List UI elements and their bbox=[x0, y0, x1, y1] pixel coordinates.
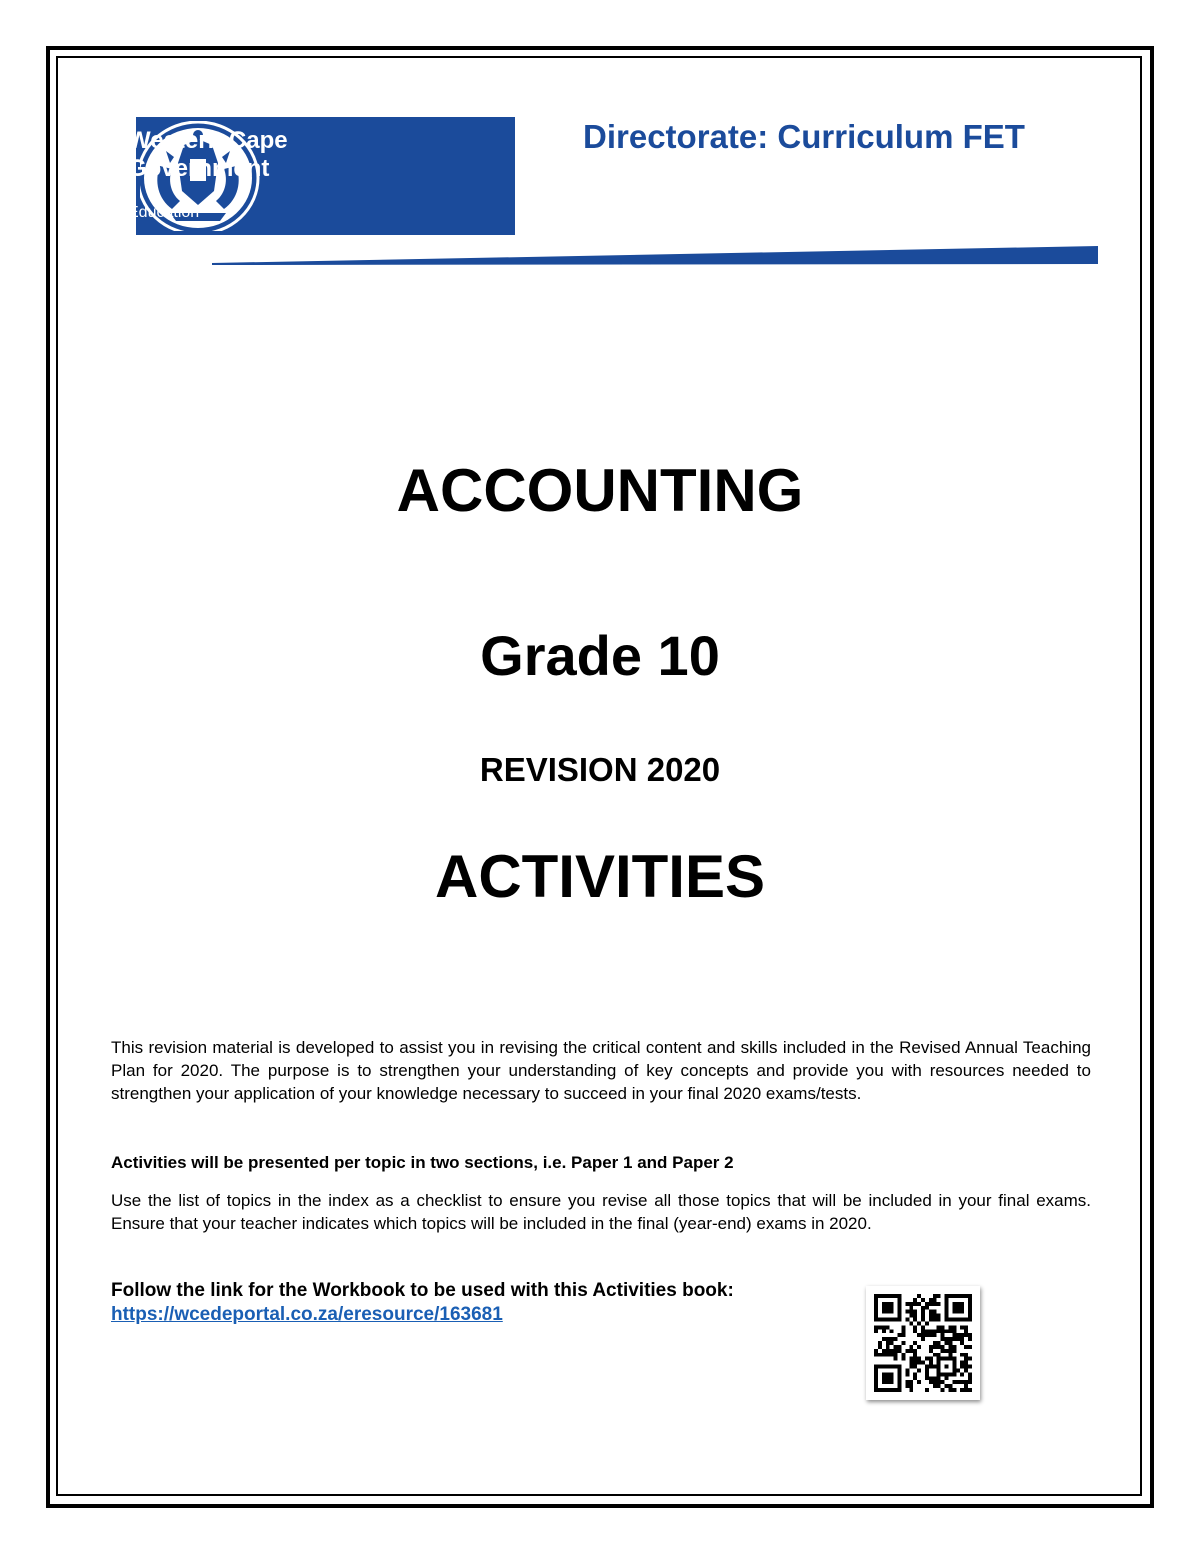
intro-paragraph: This revision material is developed to assist you in revising the critical content and skills included in the Revised Annual Teaching Plan for 2020. The purpose is to strengthen your understanding of key concepts and provide you with resources needed to strengthen your application of your knowledge necessary to succeed in your final 2020 exams/tests. bbox=[111, 1038, 1091, 1103]
sections-note: Activities will be presented per topic in two sections, i.e. Paper 1 and Paper 2 bbox=[111, 1153, 734, 1172]
qr-code bbox=[866, 1286, 980, 1400]
workbook-link-label: Follow the link for the Workbook to be used with this Activities book: bbox=[111, 1280, 734, 1301]
header-divider bbox=[212, 244, 1098, 266]
revision-title: REVISION 2020 bbox=[479, 751, 721, 788]
workbook-link[interactable]: https://wcedeportal.co.za/eresource/163681 bbox=[111, 1304, 503, 1325]
logo-text-western-cape: Western Cape bbox=[128, 127, 288, 154]
logo-text-education: Education bbox=[128, 204, 200, 221]
subject-title: ACCOUNTING bbox=[396, 457, 804, 524]
grade-title: Grade 10 bbox=[480, 624, 720, 687]
directorate-heading: Directorate: Curriculum FET bbox=[583, 118, 1025, 155]
activities-title: ACTIVITIES bbox=[434, 843, 766, 910]
checklist-paragraph: Use the list of topics in the index as a checklist to ensure you revise all those topics that will be included in your final exams. Ensure that your teacher indicates which topics will be included in the final (year-end) exams in 2020. bbox=[111, 1191, 1091, 1233]
qr-code-icon bbox=[874, 1294, 972, 1392]
logo-text-government: Government bbox=[128, 155, 270, 182]
